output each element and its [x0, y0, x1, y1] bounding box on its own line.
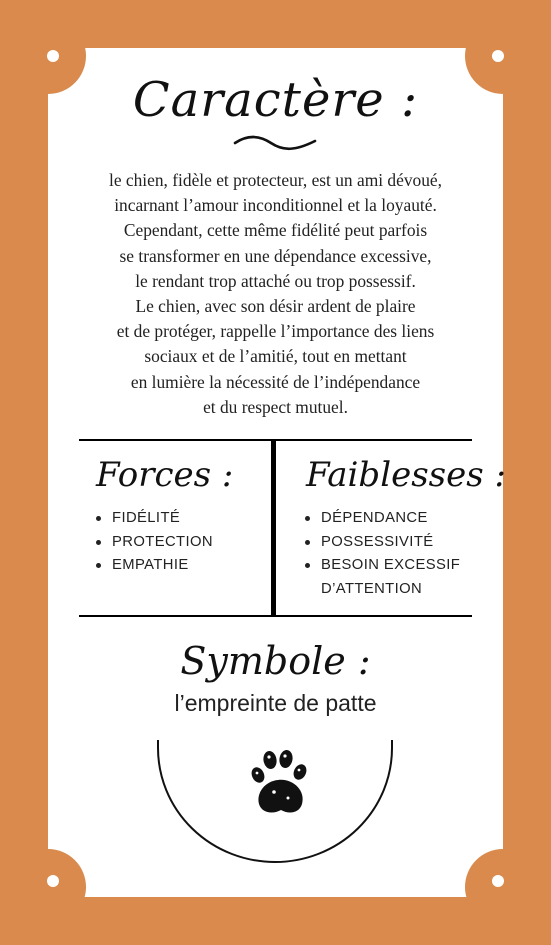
- description-line: le chien, fidèle et protecteur, est un ami dévoué,: [109, 170, 442, 190]
- corner-dot: [492, 50, 504, 62]
- description-line: et de protéger, rappelle l’importance des liens: [116, 321, 435, 342]
- symbole-heading: Symbole :: [180, 639, 371, 683]
- list-item: FIDÉLITÉ: [96, 507, 266, 531]
- corner-bottom-left: [10, 849, 86, 925]
- page-title: Caractère :: [132, 72, 419, 128]
- list-item: PROTECTION: [96, 531, 266, 555]
- corner-dot: [47, 50, 59, 62]
- list-item: DÉPENDANCE: [305, 507, 475, 531]
- corner-bottom-right: [465, 849, 541, 925]
- list-item: BESOIN EXCESSIF D’ATTENTION: [305, 554, 475, 601]
- paw-print-icon: [248, 748, 312, 818]
- description-line: le rendant trop attaché ou trop possessif.: [135, 270, 416, 291]
- description-line: en lumière la nécessité de l’indépendance: [130, 371, 421, 392]
- symbole-text: l’empreinte de patte: [174, 690, 377, 716]
- description-line: sociaux et de l’amitié, tout en mettant: [144, 346, 407, 367]
- faiblesses-heading: Faiblesses :: [306, 455, 506, 495]
- description-line: Le chien, avec son désir ardent de plaire: [135, 296, 416, 317]
- description-line: se transformer en une dépendance excessive,: [119, 245, 432, 266]
- corner-dot: [492, 875, 504, 887]
- list-item: EMPATHIE: [96, 554, 266, 578]
- swash-ornament: [233, 133, 317, 155]
- forces-list: [96, 507, 266, 578]
- description-line: et du respect mutuel.: [203, 396, 348, 417]
- forces-heading: Forces :: [96, 455, 234, 495]
- list-item: POSSESSIVITÉ: [305, 531, 475, 555]
- description-line: Cependant, cette même fidélité peut parfois: [123, 220, 428, 241]
- corner-dot: [47, 875, 59, 887]
- faiblesses-list: [305, 507, 475, 601]
- character-description: [55, 168, 496, 420]
- divider-vertical: [271, 439, 276, 617]
- description-line: incarnant l’amour inconditionnel et la loyauté.: [114, 195, 437, 216]
